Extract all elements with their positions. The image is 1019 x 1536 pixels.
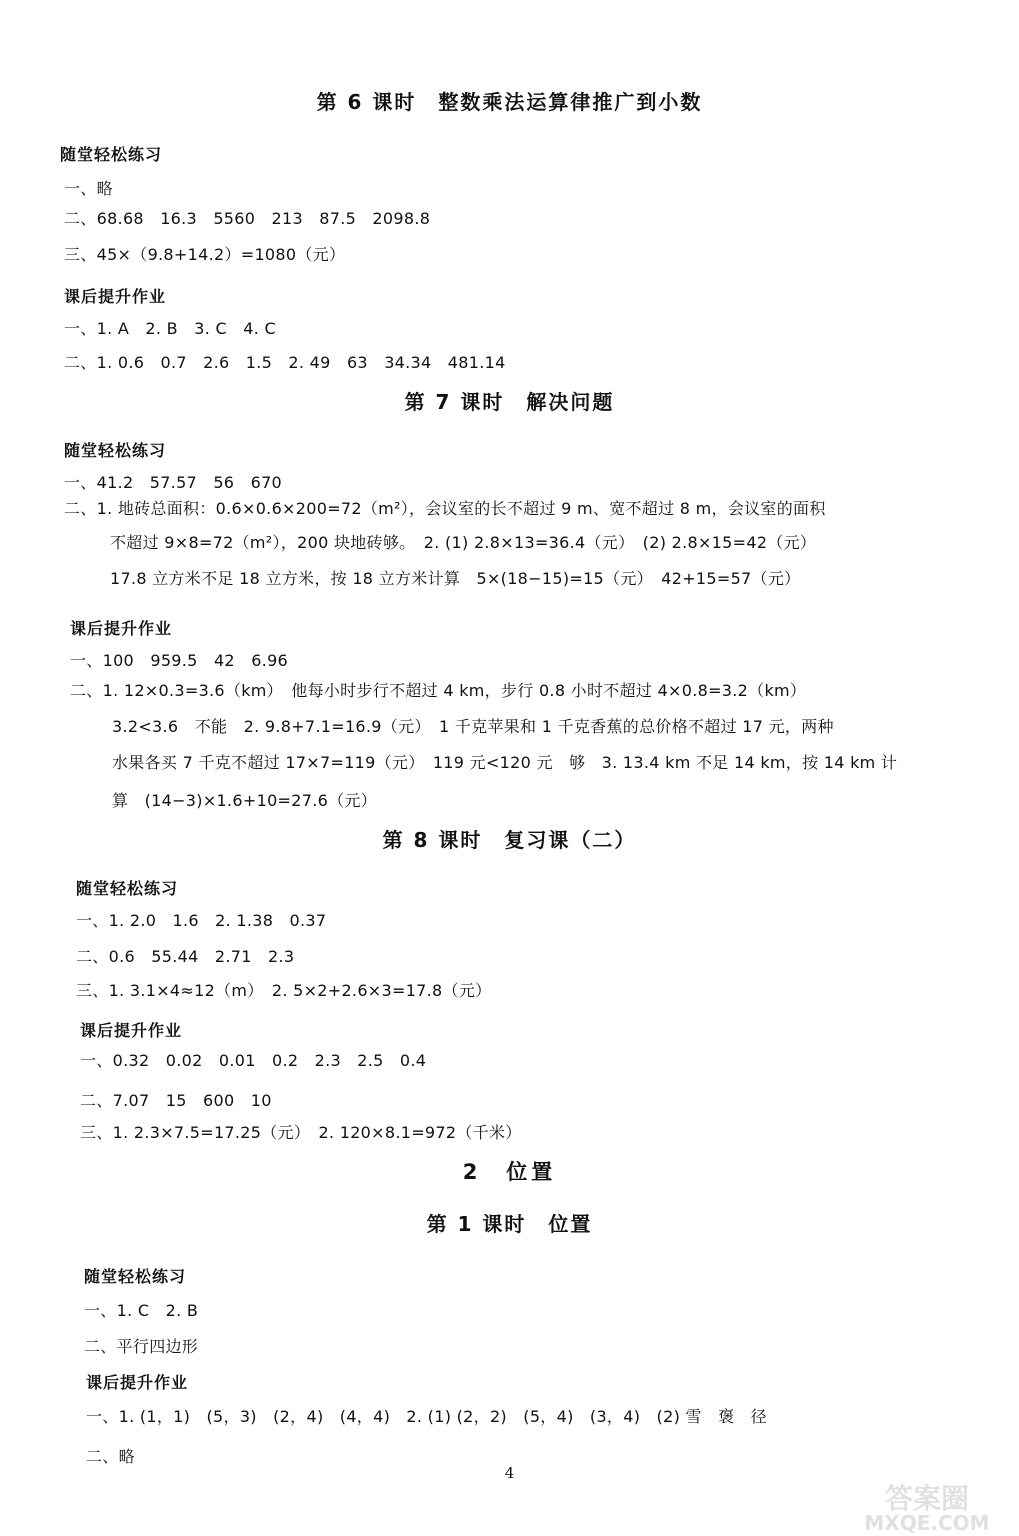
unit-2-lesson-1-practice-heading: 随堂轻松练习 <box>84 1267 187 1286</box>
watermark-logo-icon <box>838 1478 1016 1534</box>
lesson-6-homework-heading: 课后提升作业 <box>64 287 167 306</box>
lesson-8-homework-q2: 二、7.07 15 600 10 <box>80 1091 272 1110</box>
lesson-6-practice-q3: 三、45×（9.8+14.2）=1080（元） <box>64 245 346 264</box>
lesson-7-homework-q2-line4: 算 (14−3)×1.6+10=27.6（元） <box>112 791 377 810</box>
lesson-6-homework-q2: 二、1. 0.6 0.7 2.6 1.5 2. 49 63 34.34 481.14 <box>64 353 506 372</box>
lesson-7-practice-q2-line2: 不超过 9×8=72（m²），200 块地砖够。 2. (1) 2.8×13=36.4（元） (2) 2.8×15=42（元） <box>110 533 817 552</box>
lesson-7-practice-q2-line3: 17.8 立方米不足 18 立方米，按 18 立方米计算 5×(18−15)=15（元） 42+15=57（元） <box>110 569 801 588</box>
lesson-6-homework-q1: 一、1. A 2. B 3. C 4. C <box>64 319 276 338</box>
lesson-8-practice-q1: 一、1. 2.0 1.6 2. 1.38 0.37 <box>76 911 327 930</box>
unit-2-lesson-1-practice-q2: 二、平行四边形 <box>84 1337 199 1356</box>
lesson-7-practice-q2-line1: 二、1. 地砖总面积：0.6×0.6×200=72（m²），会议室的长不超过 9 m、宽不超过 8 m，会议室的面积 <box>64 499 826 518</box>
lesson-7-homework-q2-line1: 二、1. 12×0.3=3.6（km） 他每小时步行不超过 4 km，步行 0.8 小时不超过 4×0.8=3.2（km） <box>70 681 807 700</box>
lesson-6-practice-heading: 随堂轻松练习 <box>60 145 163 164</box>
lesson-7-homework-q1: 一、100 959.5 42 6.96 <box>70 651 289 670</box>
lesson-7-homework-heading: 课后提升作业 <box>70 619 173 638</box>
lesson-7-homework-q2-line3: 水果各买 7 千克不超过 17×7=119（元） 119 元<120 元 够 3. 13.4 km 不足 14 km，按 14 km 计 <box>112 753 898 772</box>
lesson-6-practice-q1: 一、略 <box>64 179 113 198</box>
lesson-7-title: 第 7 课时 解决问题 <box>404 390 615 414</box>
watermark-text-main: 答案圈 <box>884 1482 970 1515</box>
lesson-8-homework-q3: 三、1. 2.3×7.5=17.25（元） 2. 120×8.1=972（千米） <box>80 1123 522 1142</box>
unit-2-lesson-1-practice-q1: 一、1. C 2. B <box>84 1301 199 1320</box>
lesson-8-practice-heading: 随堂轻松练习 <box>76 879 179 898</box>
lesson-7-practice-q1: 一、41.2 57.57 56 670 <box>64 473 283 492</box>
lesson-8-practice-q2: 二、0.6 55.44 2.71 2.3 <box>76 947 295 966</box>
unit-2-lesson-1-homework-heading: 课后提升作业 <box>86 1373 189 1392</box>
unit-2-title: 2 位置 <box>462 1160 557 1184</box>
lesson-8-title: 第 8 课时 复习课（二） <box>382 828 637 852</box>
unit-2-lesson-1-homework-q1: 一、1. (1，1) (5，3) (2，4) (4，4) 2. (1) (2，2) (5，4) (3，4) (2) 雪 褒 径 <box>86 1407 768 1426</box>
lesson-6-title: 第 6 课时 整数乘法运算律推广到小数 <box>316 90 703 114</box>
lesson-8-homework-q1: 一、0.32 0.02 0.01 0.2 2.3 2.5 0.4 <box>80 1051 427 1070</box>
lesson-8-homework-heading: 课后提升作业 <box>80 1021 183 1040</box>
watermark-text-domain: MXQE.COM <box>864 1511 990 1534</box>
lesson-7-homework-q2-line2: 3.2<3.6 不能 2. 9.8+7.1=16.9（元） 1 千克苹果和 1 千克香蕉的总价格不超过 17 元，两种 <box>112 717 834 736</box>
unit-2-lesson-1-title: 第 1 课时 位置 <box>426 1212 593 1236</box>
lesson-6-practice-q2: 二、68.68 16.3 5560 213 87.5 2098.8 <box>64 209 431 228</box>
lesson-8-practice-q3: 三、1. 3.1×4≈12（m） 2. 5×2+2.6×3=17.8（元） <box>76 981 492 1000</box>
lesson-7-practice-heading: 随堂轻松练习 <box>64 441 167 460</box>
page-number: 4 <box>504 1464 515 1482</box>
unit-2-lesson-1-homework-q2: 二、略 <box>86 1447 135 1466</box>
